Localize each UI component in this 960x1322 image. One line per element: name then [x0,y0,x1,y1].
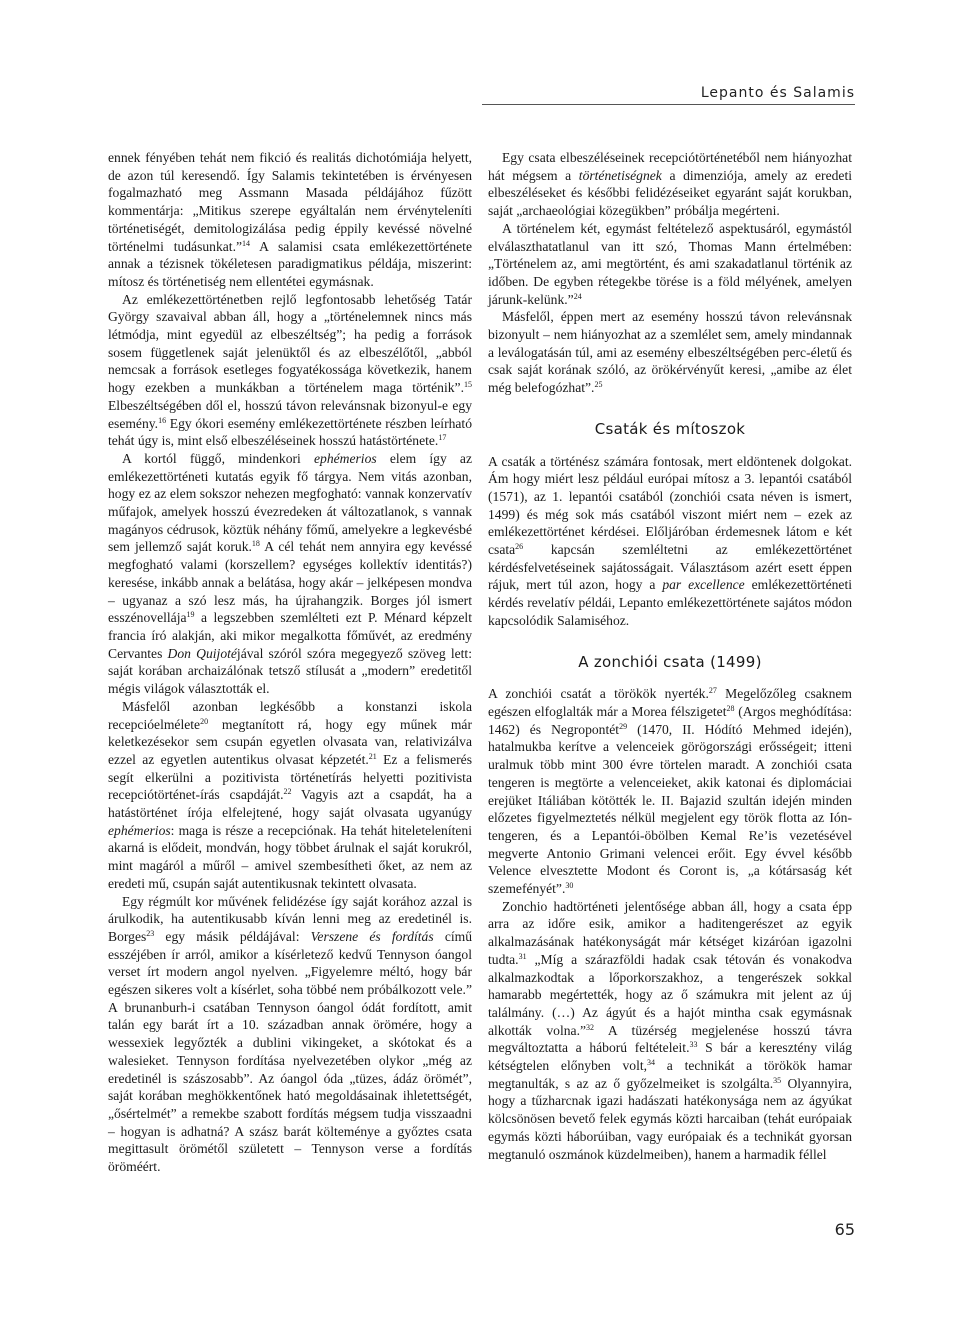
paragraph: ennek fényében tehát nem fikció és realitás dichotómiája helyett, de azon túl keresendő. Így Salamis tekintetében is érvényesen fogalmazható meg Assmann Masada példájához fűzött kommentárja: „Mitikus szerepe egyáltalán nem érvényteleníti történetiségét, demitologizálása pedig éppily kevéssé növelné történelmi tudásunkat.”$^{14}$ A salamisi csata emlékezettörténete annak a tézisnek tökéletesen paradigmatikus példája, miszerint: mítosz és történetiség nem ellentétei egymásnak. [108,150,472,289]
running-header [482,86,855,105]
footnote-ref[interactable]: 32 [586,1022,595,1032]
footnote-ref[interactable]: 34 [647,1058,656,1068]
section-heading-csatak: Csaták és mítoszok [594,419,746,438]
footnote-ref[interactable]: 35 [773,1075,782,1085]
paragraph: Zonchio hadtörténeti jelentősége abban áll, hogy a csata épp arra az időre esik, amikor a haditengerészet az egyik alkalmazásának hatékonyságát már kétséget kizáróan igazolni tudta.$^{31}$ „Míg a szárazföldi hadak csak tétován és vonakodva alkalmazkodtak a lőporkorszakhoz, a tengerészek sokkal hamarabb megértették, hogy az ő számukra mit jelent az új találmány. (…) Az ágyút és a hajót mintha csak egymásnak alkották volna.”$^{32}$ A tüzérség megjelenése hosszú távra megváltoztatta a háború feltételeit.$^{33}$ S bár a keresztény világ kétségtelen előnyben volt,$^{34}$ a technikát a törökök hamar megtanulták, s az az ő győzelmeiket is szolgálta.$^{35}$ Olyannyira, hogy a tűzharcnak igazi hadászati hatékonysága nem az ágyúkat kölcsönösen bevető felek egymás közti harcaiban (tehát európaiak egymás közti háborúiban, vagy európaiak és a technikát gyorsan megtanuló oszmánok küzdelmeiben), hanem a harmadik féllel [488,898,853,1162]
footnote-ref[interactable]: 33 [689,1040,698,1050]
paragraph: Egy csata elbeszéléseinek recepciótörténetéből nem hiányozhat hát mégsem a történetiségnek a dimenziója, amely az eredeti elbeszéléseket és későbbi felidézéseiket egyaránt saját korukban, saját „archaeológiai közegükben” próbálja megérteni. [488,150,852,219]
paragraph: Az emlékezettörténetben rejlő legfontosabb lehetőség Tatár György szavaival abban áll, hogy a „történelemnek nincs más létmódja, mint egyedül az elbeszéltség”; ha pedig a források sosem függetlenek saját jelenüktől és az elbeszélőtől, „abból nemcsak a források esetleges fogyatékossága következik, hanem hogy ezekben a munkákban a történelem maga történik”.$^{15}$ Elbeszéltségében dől el, hosszú távon relevánsnak bizonyul-e egy esemény.$^{16}$ Egy ókori esemény emlékezettörténete részben leírható tehát úgy is, mint első elbeszéléseinek hosszú hatástörténete.$^{17}$ [108,291,472,449]
paragraph: A csaták a történész számára fontosak, mert eldöntenek dolgokat. Ám hogy miért lesz például európai mítosz a 3. lepantói csatából (1571), az 1. lepantói csatából (zonchiói csata néven is ismert, 1499) és még sok más csatából viszont miért nem – ezek az emlékezettörténet kérdései. Előljáróban érdemesnek látom e két csata$^{26}$ kapcsán szemléltetni az emlékezettörténet kérdésfelvetéseinek sajátosságait. Választásom azért esett éppen rájuk, mert túl azon, hogy a par excellence emlékezettörténeti kérdés revelatív példái, Lepanto emlékezettörténete sajátos módon kapcsolódik Salamiséhoz. [488,453,852,628]
footnote-ref[interactable]: 16 [158,415,167,425]
footnote-ref[interactable]: 22 [283,787,292,797]
footnote-ref[interactable]: 14 [242,238,251,248]
page-number: 65 [834,1220,855,1239]
left-column [108,149,472,1176]
footnote-ref[interactable]: 24 [573,291,582,301]
paragraph: Másfelől azonban legkésőbb a konstanzi iskola recepcióelmélete$^{20}$ megtanított rá, hogy egy műnek már keletkezésekor sem csupán egyetlen olvasata van, relativizálva ezzel az egyetlen autentikus olvasat képzetét.$^{21}$ Ez a felismerés segít elkerülni a pozitivista történetírás helyetti pozitivista recepciótörténet-írás csapdáját.$^{22}$ Vagyis azt a csapdát, ha a hatástörténet írója elfelejtené, hogy saját olvasata ugyanúgy ephémerios: maga is része a recepciónak. Ha tehát hiteleteleníteni akarná is elődeit, mondván, hogy többet árulnak el saját korukról, mint magáról a műről – amivel szembesítheti őket, az nem az eredeti mű, csupán saját autentikusnak tekintett olvasata. [108,698,473,891]
footnote-ref[interactable]: 28 [726,703,735,713]
paragraph: A történelem két, egymást feltételező aspektusáról, egymástól elválaszthatatlanul van itt szó, Thomas Mann értelmében: „Történelem az, ami megtörtént, és ami szakadatlanul történik az időben. De egyben rétegekbe törése is a föld mélyének, amelyen járunk-kelünk.”$^{24}$ [488,220,852,307]
footnote-ref[interactable]: 21 [368,751,377,761]
paragraph: A kortól függő, mindenkori ephémerios elem így az emlékezettörténeti kutatás egyik fő tárgya. Nem vitás azonban, hogy ez az elem sokszor nehezen megfogható: vannak konzervatív műfajok, amelyek hosszú évezredeken át változatlanok, s vannak magányos cédrusok, köztük néhány főmű, amelyekre a legkevésbé sem jellemző saját koruk.$^{18}$ A cél tehát nem annyira egy kevéssé megfogható valami (korszellem? egységes kollektív identitás?) keresése, inkább annak a belátása, hogy akár – jelképesen mondva – ugyanaz a szó lesz más, ha újrahangzik. Borges jól ismert esszénovellája$^{19}$ a legszebben szemlélteti ezt P. Ménard képzelt francia író alakján, aki mikor megalkotta főművét, az eredmény Cervantes Don Quijotéjával szóról szóra megegyező szöveg lett: saját korában archaizálónak tetsző stílusát a „modern” eredetitől mégis világok választották el. [108,450,473,697]
footnote-ref[interactable]: 26 [515,542,524,552]
footnote-ref[interactable]: 25 [594,380,603,390]
paragraph: A zonchiói csatát a törökök nyerték.$^{27}$ Megelőzőleg csaknem egészen elfoglalták már a Morea félszigetet$^{28}$ (Argos meghódítása: 1462) és Negropontét$^{29}$ (1470, II. Hódító Mehmed idején), hatalmukba kerítve a velenceiek görögországi erősségeit; itteni uralmuk több mint 300 évre törtelen maradt. A zonchiói csata tengeren is megtörte a velenceieket, akik katonai és diplomáciai erejüket Itáliában kötötték le. II. Bajazid szultán idején minden előzetes figyelmeztetés nélkül megjelent egy török flotta az Ión-tengeren, és a Lepantói-öbölben Kemal Re’is vezetésével megverte Antonio Grimani velencei erőit. Egy évvel később Velence elvesztette Modont és Coront is, „a kótársaság két szemefényét”.$^{30}$ [488,686,853,897]
footnote-ref[interactable]: 19 [186,610,195,620]
footnote-ref[interactable]: 17 [438,433,447,443]
footnote-ref[interactable]: 27 [708,686,717,696]
footnote-ref[interactable]: 31 [518,951,527,961]
footnote-ref[interactable]: 23 [146,928,155,938]
footnote-ref[interactable]: 20 [200,716,209,726]
footnote-ref[interactable]: 15 [464,380,472,390]
footnote-ref[interactable]: 30 [565,881,574,891]
paragraph: Másfelől, éppen mert az esemény hosszú távon relevánsnak bizonyult – nem hiányozhat az a szemlélet sem, amely mindannak a leválogatásán túl, ami az esemény elbeszéltségében perc-életű és csak saját korának szóló, az örökérvényűt keresi, „amibe az élet még belefogózhat”.$^{25}$ [488,309,852,396]
section-heading-zonchio: A zonchiói csata (1499) [578,652,762,671]
running-title: Lepanto és Salamis [700,85,855,101]
paragraph: Egy régmúlt kor művének felidézése így saját korához azzal is árulkodik, ha autentikusabb kíván lenni meg az eredetinél is. Borges$^{23}$ egy másik példájával: Verszene és fordítás című esszéjében ír arról, amikor a kísérletező kedvű Tennyson óangol verset írt modern angol nyelven. „Figyelemre méltó, hogy bár egészen sikeres volt a kísérlet, soha többé nem próbálkozott vele.” A brunanburh-i csatában Tennyson óangol ódát fordított, amit talán egy barát írt a 10. században annak örömére, hogy a wessexiek legyőzték a dublini vikingeket, a skótokat és a walesieket. Tennyson fordítása nyelvezetében olykor „még az eredetinél is szászosabb”. Az óangol óda „tüzes, ádáz örömét”, saját korában meghökkentőnek ható megoldásainak ihletettségét, „ősértelmét” a remekbe szabott fordítás mégsem tudja visszaadni – hogyan is adhatná? A szász barát költeménye a győztes csata megittasult örömétől született – Tennyson verse a fordítás öröméért. [108,893,472,1175]
right-column [488,149,852,1163]
footnote-ref[interactable]: 18 [251,539,260,549]
footnote-ref[interactable]: 29 [619,721,628,731]
